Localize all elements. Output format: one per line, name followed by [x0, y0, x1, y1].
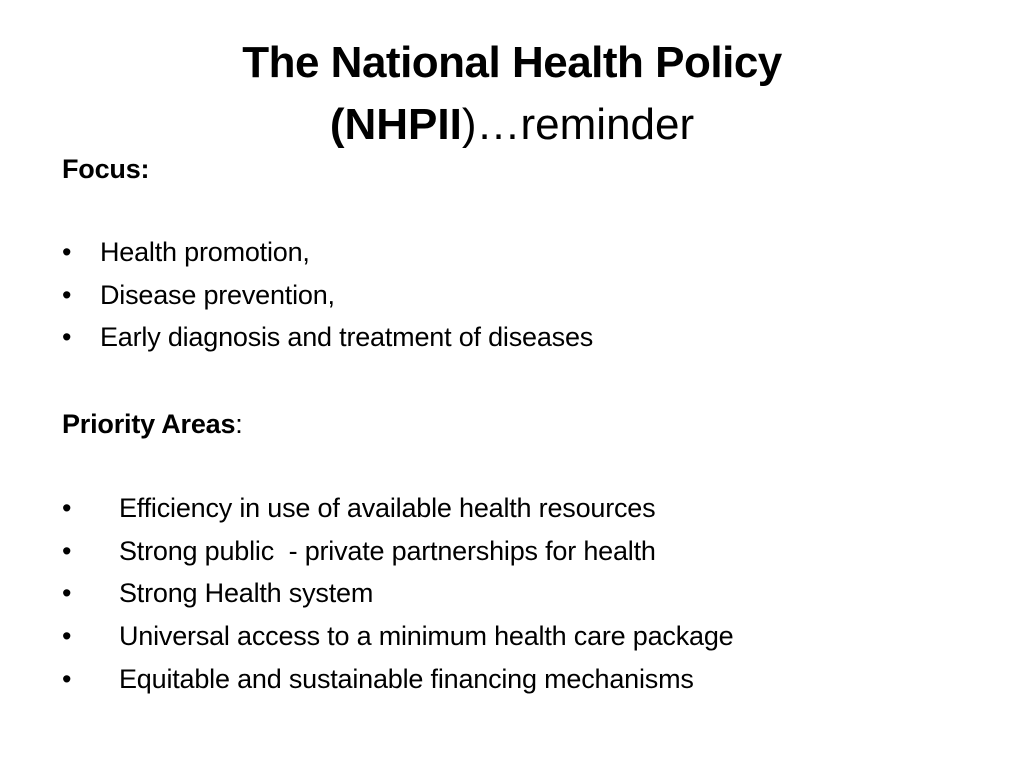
priority-item-text: Universal access to a minimum health care package	[119, 621, 734, 652]
list-item	[62, 487, 733, 530]
title-suffix: )…reminder	[461, 100, 695, 149]
bullet-icon: •	[62, 663, 72, 694]
list-item	[62, 658, 733, 701]
bullet-icon: •	[62, 493, 72, 523]
list-item	[62, 316, 593, 359]
priority-item-text: Strong Health system	[119, 578, 374, 609]
bullet-icon: •	[62, 322, 72, 353]
bullet-icon: •	[62, 621, 72, 652]
list-item	[62, 615, 733, 658]
title-open-paren: (	[329, 100, 345, 149]
priority-item-text: Strong public - private partnerships for health	[119, 535, 656, 566]
bullet-icon: •	[62, 535, 72, 566]
focus-item-text: Early diagnosis and treatment of diseases	[100, 322, 594, 353]
priority-heading-text: Priority Areas	[62, 409, 236, 439]
bullet-icon: •	[62, 279, 72, 310]
priority-item-text: Efficiency in use of available health resources	[119, 493, 656, 523]
focus-item-text: Health promotion,	[100, 237, 310, 267]
priority-item-text: Equitable and sustainable financing mechanisms	[119, 663, 694, 694]
priority-list	[62, 487, 733, 701]
focus-heading: Focus:	[62, 154, 150, 184]
list-item	[62, 572, 733, 615]
focus-item-text: Disease prevention,	[100, 279, 335, 310]
slide-title	[0, 32, 1024, 156]
bullet-icon: •	[62, 237, 72, 267]
bullet-icon: •	[62, 578, 72, 609]
list-item	[62, 231, 593, 274]
priority-heading-colon: :	[235, 409, 243, 439]
title-line-2	[0, 94, 1024, 156]
list-item	[62, 530, 733, 573]
focus-list	[62, 231, 593, 359]
list-item	[62, 274, 593, 317]
priority-heading	[62, 407, 243, 441]
title-acronym: NHPII	[344, 100, 462, 149]
title-line-1: The National Health Policy	[242, 38, 782, 87]
